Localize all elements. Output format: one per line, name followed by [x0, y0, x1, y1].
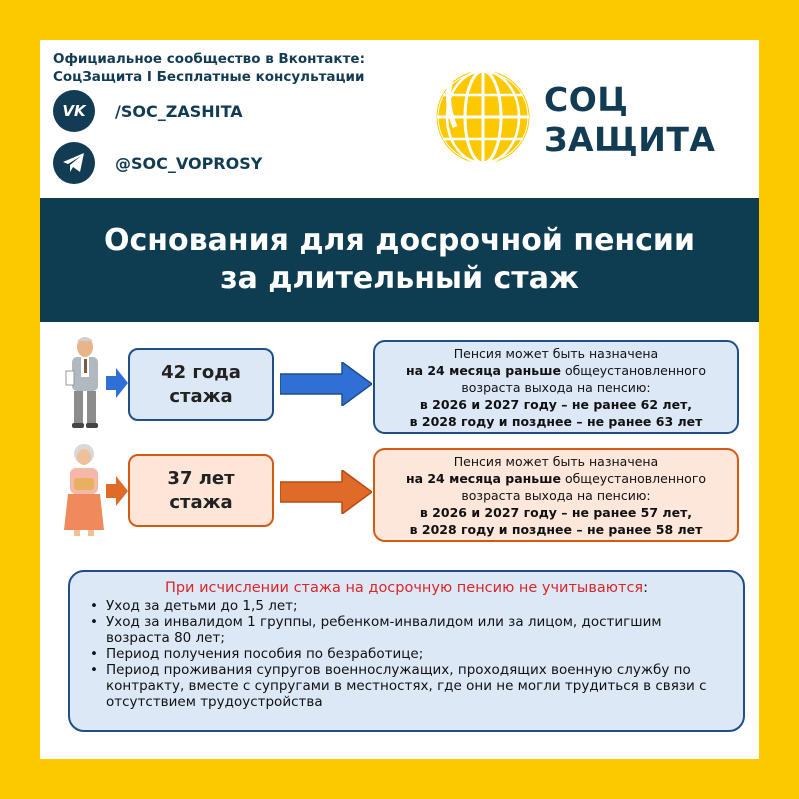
elderly-woman-icon	[60, 442, 108, 540]
result-box-42-years	[373, 340, 739, 434]
list-item: • Период получения пособия по безработице;	[84, 646, 729, 662]
stage-37-years-line-1: 37 лет	[167, 467, 235, 489]
brand-line-2: ЗАЩИТА	[544, 120, 716, 159]
community-line-2[interactable]: СоцЗащита I Бесплатные консультации	[53, 69, 365, 85]
brand-line-1: СОЦ	[544, 80, 629, 119]
result-37-line-1: Пенсия может быть назначена	[453, 453, 659, 469]
result-37-line-5	[410, 521, 703, 538]
telegram-plane-icon	[62, 152, 86, 174]
exclusions-list	[84, 598, 729, 710]
community-info	[53, 50, 453, 86]
title-line-2: за длительный стаж	[220, 261, 579, 296]
arrow-right-icon	[106, 368, 128, 398]
result-42-line-4-text: в 2026 и 2027 году – не ранее 62 лет,	[419, 396, 693, 412]
result-37-bold: на 24 месяца раньше	[405, 470, 561, 486]
result-42-line-4	[420, 396, 692, 413]
telegram-handle[interactable]: @SOC_VOPROSY	[115, 153, 263, 173]
result-42-bold: на 24 месяца раньше	[405, 362, 561, 378]
vk-icon	[53, 90, 95, 132]
stage-42-years-line-2: стажа	[169, 385, 233, 407]
brand-logotype	[544, 80, 715, 160]
list-item: • Уход за инвалидом 1 группы, ребенком-инвалидом или за лицом, достигшим возраста 80 лет;	[84, 614, 729, 646]
stage-42-years-line-1: 42 года	[161, 361, 241, 383]
result-42-line-3: возраста выхода на пенсию:	[461, 379, 651, 395]
result-42-line-2	[406, 362, 706, 379]
result-42-line-2-rest: общеустановленного	[560, 362, 707, 378]
exclusions-title-colon: :	[643, 580, 649, 596]
result-42-line-1: Пенсия может быть назначена	[453, 345, 659, 361]
community-line-1: Официальное сообщество в Вконтакте:	[53, 51, 365, 67]
arrow-right-orange-icon	[106, 476, 128, 506]
list-item: • Период проживания супругов военнослужащих, проходящих военную службу по контракту, вместе с супругами в местностях, где они не могли трудиться в связи с отсутствием трудоустройства	[84, 662, 729, 710]
title-line-1: Основания для досрочной пенсии	[104, 223, 695, 258]
result-37-line-4	[420, 504, 692, 521]
telegram-icon	[53, 142, 95, 184]
result-37-line-3: возраста выхода на пенсию:	[461, 487, 651, 503]
result-37-line-4-text: в 2026 и 2027 году – не ранее 57 лет,	[419, 504, 693, 520]
vk-link[interactable]	[53, 90, 243, 132]
result-42-line-5-text: в 2028 году и позднее – не ранее 63 лет	[409, 413, 703, 429]
exclusions-title	[84, 580, 729, 596]
result-37-line-5-text: в 2028 году и позднее – не ранее 58 лет	[409, 521, 703, 537]
result-box-37-years	[373, 448, 739, 542]
title-banner	[40, 198, 759, 322]
vk-icon-letters: VK	[62, 102, 86, 120]
telegram-link[interactable]	[53, 142, 262, 184]
globe-logo-icon	[433, 67, 533, 167]
list-item: • Уход за детьми до 1,5 лет;	[84, 598, 729, 614]
vk-handle[interactable]: /SOC_ZASHITA	[115, 101, 243, 121]
result-37-line-2-rest: общеустановленного	[560, 470, 707, 486]
infographic-card	[40, 40, 759, 759]
stage-37-years	[128, 454, 274, 527]
result-37-line-2	[406, 470, 706, 487]
exclusions-box	[68, 570, 745, 732]
stage-37-years-line-2: стажа	[169, 491, 233, 513]
exclusions-title-text: При исчислении стажа на досрочную пенсию не учитываются	[164, 580, 644, 596]
big-arrow-right-orange-icon	[280, 470, 372, 514]
stage-42-years	[128, 348, 274, 421]
result-42-line-5	[410, 413, 703, 430]
elderly-man-icon	[62, 335, 108, 431]
big-arrow-right-icon	[280, 362, 372, 406]
